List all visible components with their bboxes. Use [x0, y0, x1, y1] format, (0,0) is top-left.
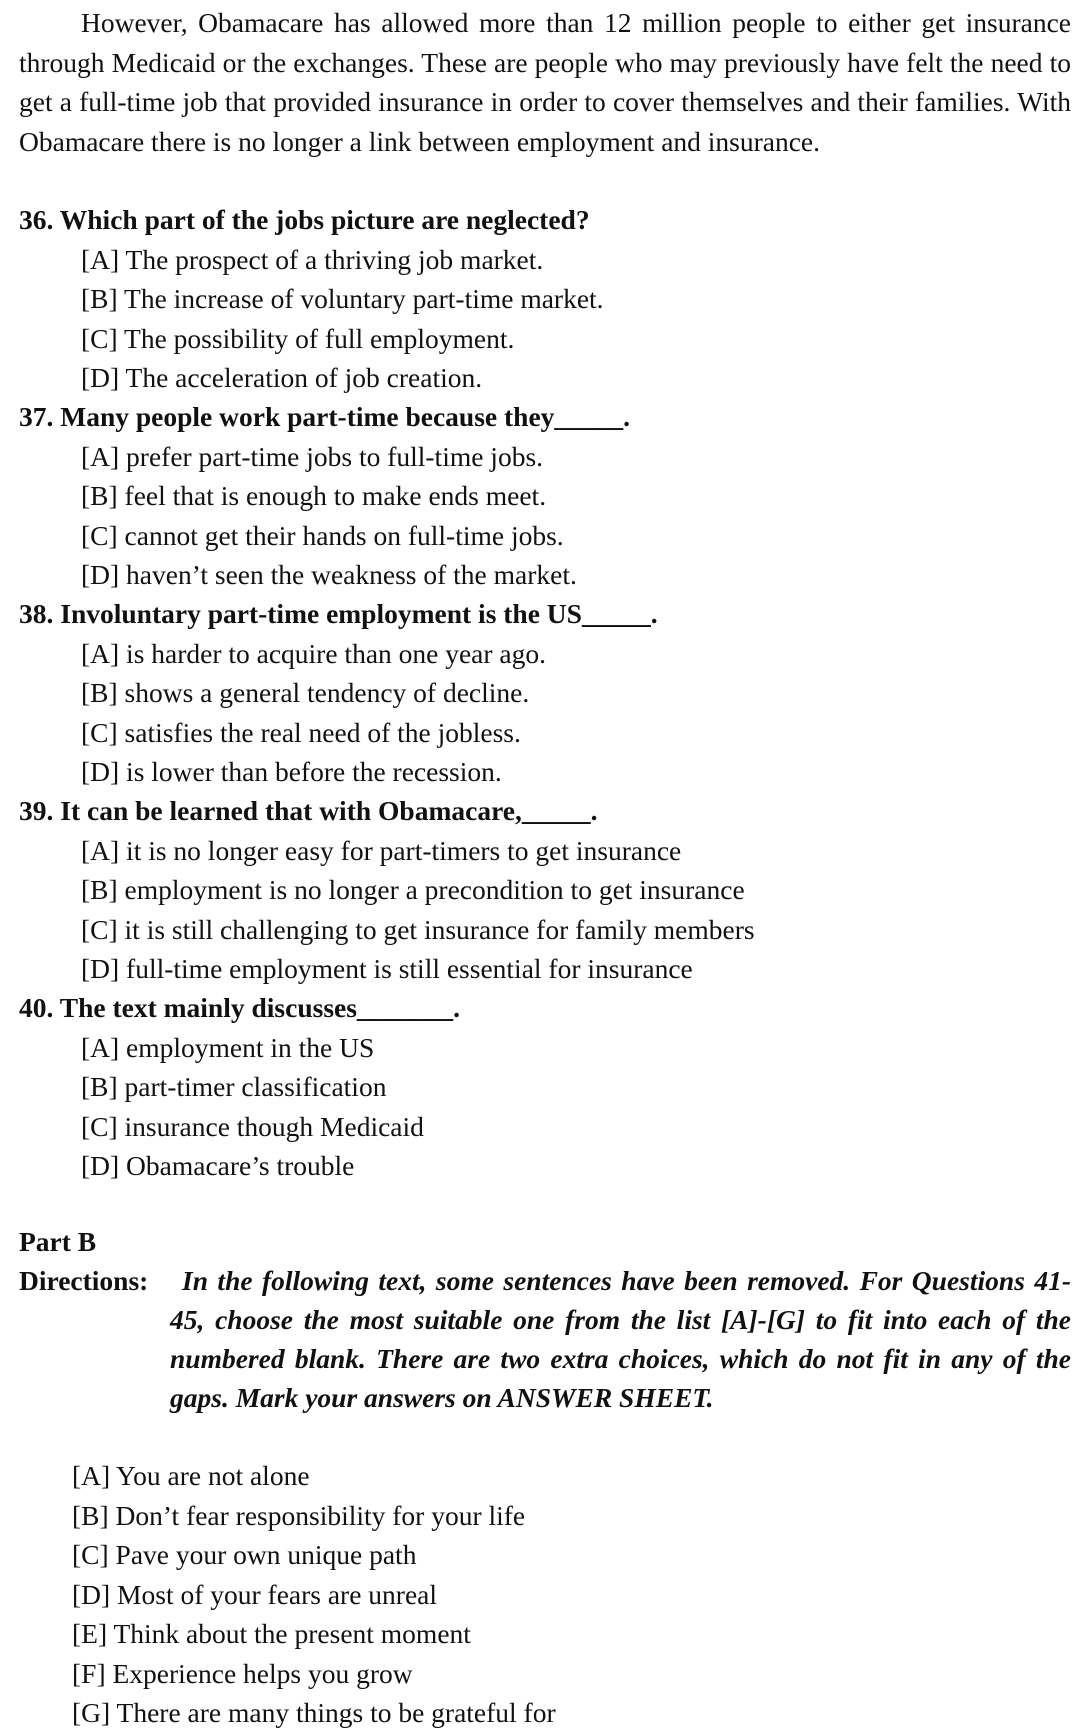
choice-item: [F] Experience helps you grow: [72, 1657, 413, 1689]
question-38: [19, 594, 1059, 792]
question-option: [B] employment is no longer a precondition to get insurance: [81, 874, 745, 905]
question-option: [D] haven’t seen the weakness of the market.: [81, 559, 577, 590]
question-40: [19, 988, 1059, 1186]
question-option: [B] part-timer classification: [81, 1071, 387, 1102]
question-option: [A] it is no longer easy for part-timers to get insurance: [81, 834, 682, 866]
question-37: [19, 397, 1059, 595]
question-stem: 40. The text mainly discusses_______.: [19, 992, 461, 1023]
question-option: [A] prefer part-time jobs to full-time jobs.: [81, 440, 544, 472]
question-option: [A] The prospect of a thriving job market.: [81, 243, 544, 275]
question-option: [A] is harder to acquire than one year ago.: [81, 637, 547, 669]
question-stem: 37. Many people work part-time because they_____.: [19, 401, 631, 432]
question-option: [D] is lower than before the recession.: [81, 756, 502, 787]
question-option: [B] shows a general tendency of decline.: [81, 677, 530, 708]
choice-item: [D] Most of your fears are unreal: [72, 1578, 437, 1610]
passage-paragraph: However, Obamacare has allowed more than 12 million people to either get insurance through Medicaid or the exchanges. These are people who may previously have felt the need to get a full-time job that provided insurance in order to cover themselves and their families. With Obamacare there is no longer a link between employment and insurance.: [19, 7, 1071, 157]
question-option: [B] feel that is enough to make ends meet.: [81, 480, 547, 511]
question-option: [C] insurance though Medicaid: [81, 1110, 424, 1142]
question-option: [D] full-time employment is still essential for insurance: [81, 953, 693, 984]
part-b-choice-list: [72, 1456, 972, 1733]
question-option: [C] cannot get their hands on full-time jobs.: [81, 519, 564, 551]
part-b-directions: [19, 1261, 1071, 1417]
question-option: [D] The acceleration of job creation.: [81, 362, 483, 393]
choice-item: [G] There are many things to be grateful for: [72, 1697, 556, 1728]
choice-item: [E] Think about the present moment: [72, 1618, 471, 1649]
question-option: [D] Obamacare’s trouble: [81, 1150, 355, 1181]
question-option: [A] employment in the US: [81, 1031, 375, 1063]
question-option: [B] The increase of voluntary part-time market.: [81, 283, 604, 314]
choice-item: [C] Pave your own unique path: [72, 1539, 417, 1570]
question-option: [C] it is still challenging to get insurance for family members: [81, 913, 755, 945]
question-stem: 38. Involuntary part-time employment is the US_____.: [19, 598, 658, 629]
question-stem: 39. It can be learned that with Obamacare,_____.: [19, 795, 598, 826]
question-option: [C] satisfies the real need of the jobless.: [81, 716, 521, 748]
part-b-title: Part B: [19, 1226, 97, 1257]
question-option: [C] The possibility of full employment.: [81, 322, 515, 354]
choice-item: [B] Don’t fear responsibility for your life: [72, 1499, 526, 1531]
directions-text: In the following text, some sentences have been removed. For Questions 41-45, choose the most suitable one from the list [A]-[G] to fit into each of the numbered blank. There are two extra choices, which do not fit in any of the gaps. Mark your answers on ANSWER SHEET.: [170, 1265, 1071, 1413]
question-39: [19, 791, 1059, 989]
question-36: [19, 200, 1059, 398]
question-stem: 36. Which part of the jobs picture are neglected?: [19, 204, 590, 235]
choice-item: [A] You are not alone: [72, 1460, 310, 1491]
directions-label: Directions:: [19, 1265, 149, 1296]
